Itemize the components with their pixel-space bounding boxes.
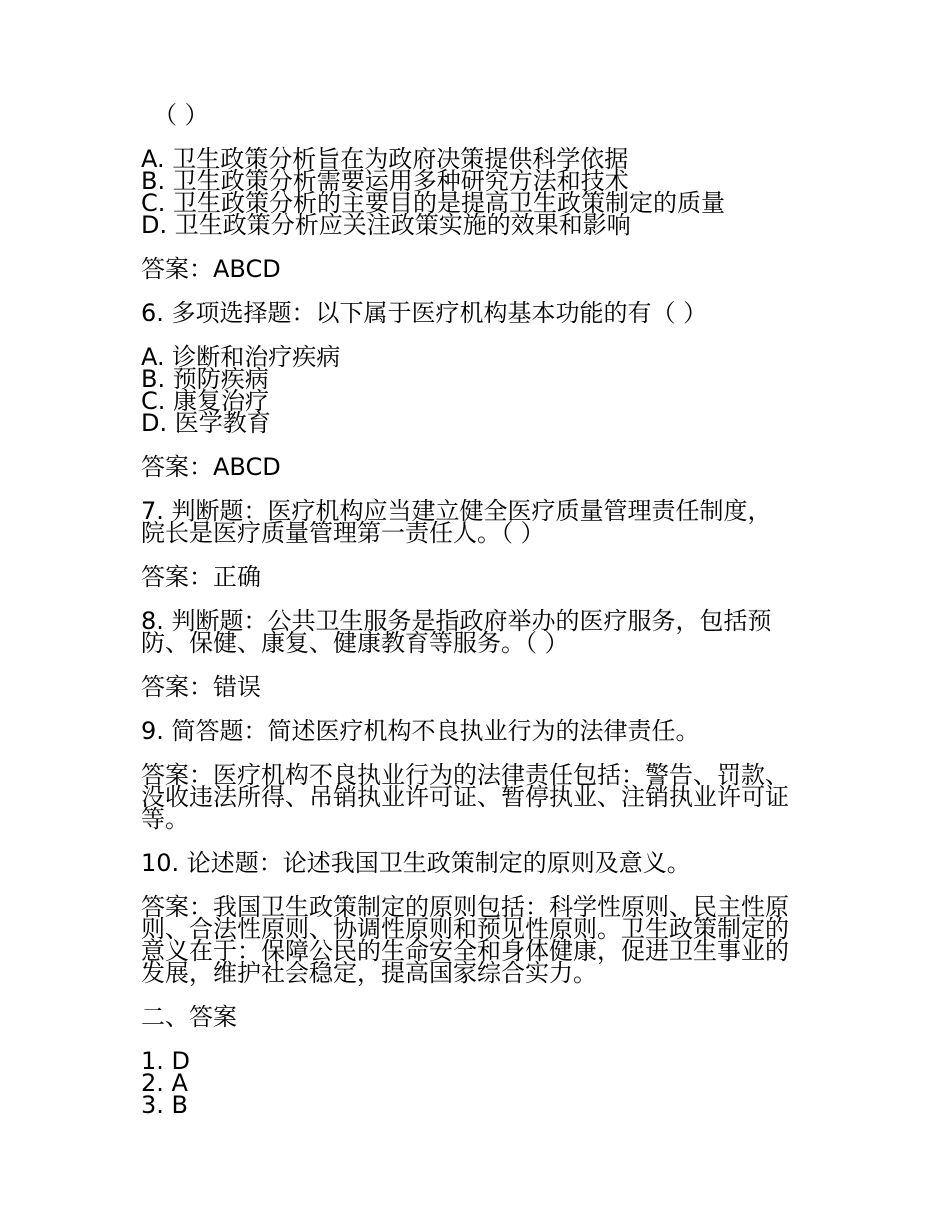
q7-question-line: 院长是医疗质量管理第一责任人。（ ） xyxy=(141,519,545,547)
q6-option-a: A. 诊断和治疗疾病 xyxy=(141,343,341,371)
answer-key-item: 1. D xyxy=(141,1047,191,1075)
q6-option-d: D. 医学教育 xyxy=(141,409,271,437)
q8-question xyxy=(141,607,821,657)
q5-options xyxy=(141,145,821,239)
q6-option-c: C. 康复治疗 xyxy=(141,387,270,415)
q9-answer xyxy=(141,761,821,833)
q10-answer xyxy=(141,893,821,987)
q10-answer-line: 发展，维护社会稳定，提高国家综合实力。 xyxy=(141,959,597,987)
q5-option-d: D. 卫生政策分析应关注政策实施的效果和影响 xyxy=(141,211,631,239)
q9-question: 9. 简答题：简述医疗机构不良执业行为的法律责任。 xyxy=(141,717,700,745)
q5-answer: 答案：ABCD xyxy=(141,255,281,283)
q5-option-c: C. 卫生政策分析的主要目的是提高卫生政策制定的质量 xyxy=(141,189,726,217)
document-page xyxy=(141,101,821,1119)
q10-answer-line: 答案：我国卫生政策制定的原则包括：科学性原则、民主性原 xyxy=(141,893,789,921)
q9-answer-line: 没收违法所得、吊销执业许可证、暂停执业、注销执业许可证 xyxy=(141,783,789,811)
q10-question: 10. 论述题：论述我国卫生政策制定的原则及意义。 xyxy=(141,849,691,877)
q8-question-line: 防、保健、康复、健康教育等服务。（ ） xyxy=(141,629,569,657)
answer-key-item: 2. A xyxy=(141,1069,188,1097)
answer-key-list xyxy=(141,1047,821,1119)
q9-answer-line: 答案：医疗机构不良执业行为的法律责任包括：警告、罚款、 xyxy=(141,761,789,789)
q7-question xyxy=(141,497,821,547)
q8-answer: 答案：错误 xyxy=(141,673,261,701)
q10-answer-line: 意义在于：保障公民的生命安全和身体健康，促进卫生事业的 xyxy=(141,937,789,965)
q7-answer: 答案：正确 xyxy=(141,563,261,591)
answer-key-item: 3. B xyxy=(141,1091,188,1119)
q8-question-line: 8. 判断题：公共卫生服务是指政府举办的医疗服务，包括预 xyxy=(141,607,772,635)
q7-question-line: 7. 判断题：医疗机构应当建立健全医疗质量管理责任制度， xyxy=(141,497,772,525)
q6-answer: 答案：ABCD xyxy=(141,453,281,481)
section-title: 二、答案 xyxy=(141,1003,237,1031)
q5-option-b: B. 卫生政策分析需要运用多种研究方法和技术 xyxy=(141,167,629,195)
q6-option-b: B. 预防疾病 xyxy=(141,365,269,393)
q5-blank: （ ） xyxy=(153,101,209,129)
q5-option-a: A. 卫生政策分析旨在为政府决策提供科学依据 xyxy=(141,145,629,173)
q6-question: 6. 多项选择题：以下属于医疗机构基本功能的有（ ） xyxy=(141,299,708,327)
q9-answer-line: 等。 xyxy=(141,805,189,833)
q6-options xyxy=(141,343,821,437)
q10-answer-line: 则、合法性原则、协调性原则和预见性原则。卫生政策制定的 xyxy=(141,915,789,943)
